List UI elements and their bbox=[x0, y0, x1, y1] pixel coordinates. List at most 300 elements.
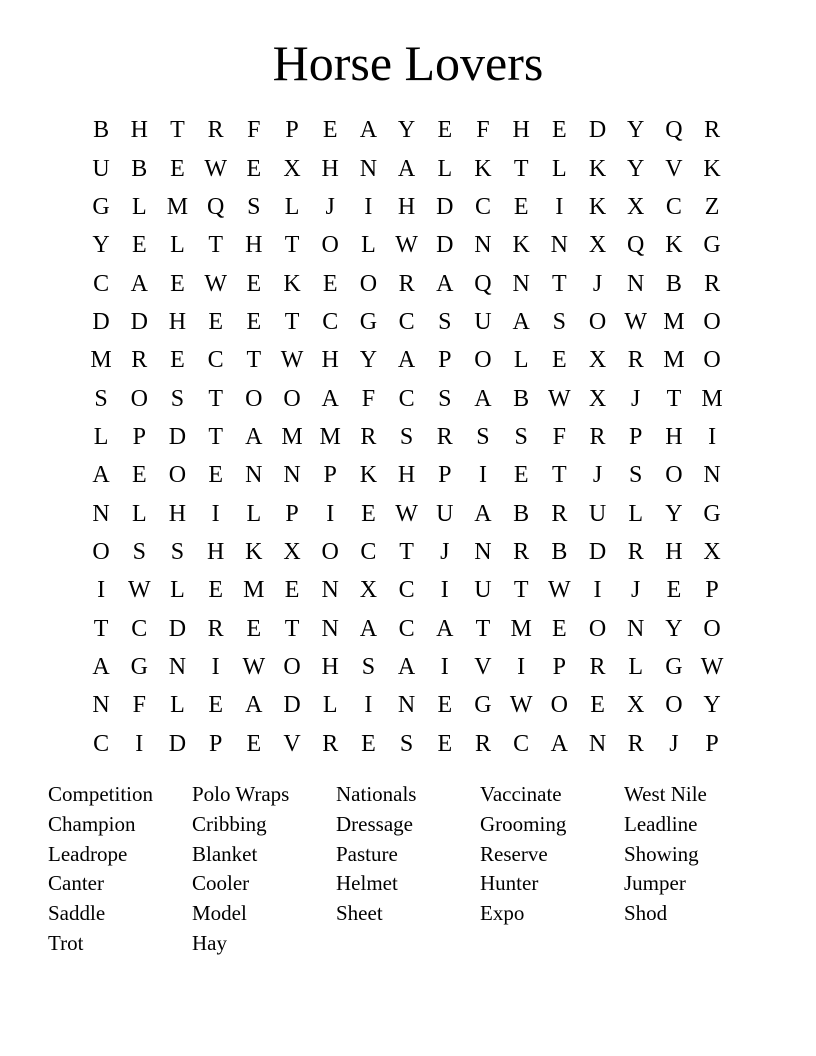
grid-letter: A bbox=[245, 423, 263, 450]
grid-letter: I bbox=[708, 423, 717, 450]
grid-row bbox=[82, 188, 732, 226]
word-list-item: Hay bbox=[192, 930, 227, 955]
grid-letter: W bbox=[280, 347, 304, 374]
grid-letter: N bbox=[627, 270, 645, 297]
grid-letter: A bbox=[436, 615, 454, 642]
grid-letter: M bbox=[243, 577, 265, 604]
grid-letter: D bbox=[168, 730, 187, 757]
grid-letter: W bbox=[242, 653, 266, 680]
grid-letter: A bbox=[321, 385, 339, 412]
grid-letter: R bbox=[704, 270, 721, 297]
grid-letter: C bbox=[474, 193, 491, 220]
grid-letter: O bbox=[321, 232, 339, 259]
grid-letter: T bbox=[93, 615, 109, 642]
grid-letter: I bbox=[593, 577, 602, 604]
grid-letter: C bbox=[398, 577, 415, 604]
grid-letter: T bbox=[246, 347, 262, 374]
grid-letter: Y bbox=[397, 117, 416, 144]
grid-letter: K bbox=[512, 232, 530, 259]
grid-letter: B bbox=[551, 538, 568, 565]
grid-letter: J bbox=[631, 577, 641, 604]
grid-letter: Q bbox=[474, 270, 492, 297]
grid-letter: K bbox=[474, 155, 492, 182]
grid-letter: O bbox=[588, 308, 607, 335]
grid-letter: R bbox=[513, 538, 530, 565]
word-list-item: Grooming bbox=[480, 811, 567, 836]
grid-letter: X bbox=[588, 385, 607, 412]
word-list-item: Sheet bbox=[336, 901, 383, 926]
grid-letter: N bbox=[474, 232, 492, 259]
grid-row bbox=[82, 264, 732, 302]
grid-letter: X bbox=[359, 577, 378, 604]
grid-letter: Y bbox=[703, 692, 721, 719]
grid-letter: A bbox=[474, 385, 492, 412]
letter-grid bbox=[82, 111, 732, 765]
grid-letter: K bbox=[245, 538, 263, 565]
grid-letter: D bbox=[283, 692, 301, 719]
grid-letter: E bbox=[208, 462, 223, 489]
grid-letter: F bbox=[247, 117, 261, 144]
grid-letter: H bbox=[206, 538, 225, 565]
grid-letter: W bbox=[700, 653, 724, 680]
grid-letter: O bbox=[359, 270, 378, 297]
grid-row bbox=[82, 571, 732, 609]
grid-letter: T bbox=[208, 423, 223, 450]
grid-letter: P bbox=[438, 462, 452, 489]
grid-letter: D bbox=[436, 232, 454, 259]
grid-letter: E bbox=[131, 462, 147, 489]
grid-letter: Y bbox=[92, 232, 110, 259]
grid-letter: D bbox=[436, 193, 454, 220]
grid-letter: M bbox=[90, 347, 112, 374]
grid-letter: Y bbox=[359, 347, 378, 374]
grid-letter: L bbox=[93, 423, 109, 450]
word-list-item: Leadrope bbox=[48, 841, 128, 866]
grid-letter: B bbox=[665, 270, 682, 297]
grid-letter: C bbox=[322, 308, 339, 335]
grid-letter: O bbox=[703, 347, 721, 374]
grid-row bbox=[82, 418, 732, 456]
grid-letter: K bbox=[283, 270, 301, 297]
grid-letter: K bbox=[359, 462, 378, 489]
grid-letter: W bbox=[127, 577, 151, 604]
grid-letter: C bbox=[398, 385, 415, 412]
grid-letter: N bbox=[627, 615, 645, 642]
grid-letter: F bbox=[552, 423, 567, 450]
grid-letter: S bbox=[438, 308, 452, 335]
grid-letter: C bbox=[398, 615, 415, 642]
grid-letter: A bbox=[397, 155, 416, 182]
grid-letter: B bbox=[513, 385, 530, 412]
grid-letter: O bbox=[588, 615, 607, 642]
word-list-item: Canter bbox=[48, 871, 104, 896]
grid-letter: N bbox=[703, 462, 721, 489]
grid-row bbox=[82, 533, 732, 571]
grid-letter: L bbox=[628, 500, 644, 527]
grid-letter: U bbox=[474, 577, 492, 604]
grid-letter: G bbox=[359, 308, 378, 335]
grid-row bbox=[82, 686, 732, 724]
grid-letter: N bbox=[512, 270, 530, 297]
grid-letter: G bbox=[474, 692, 492, 719]
grid-row bbox=[82, 456, 732, 494]
grid-letter: R bbox=[131, 347, 148, 374]
grid-letter: I bbox=[364, 692, 373, 719]
grid-letter: E bbox=[552, 615, 567, 642]
grid-letter: I bbox=[211, 500, 220, 527]
grid-letter: P bbox=[285, 500, 299, 527]
grid-letter: T bbox=[170, 117, 185, 144]
grid-letter: J bbox=[440, 538, 450, 565]
word-list-item: Jumper bbox=[624, 871, 686, 896]
grid-letter: R bbox=[207, 615, 224, 642]
grid-letter: X bbox=[627, 193, 645, 220]
grid-letter: J bbox=[592, 270, 603, 297]
word-list-item: Helmet bbox=[336, 871, 398, 896]
grid-letter: E bbox=[246, 270, 262, 297]
grid-letter: N bbox=[359, 155, 378, 182]
grid-letter: H bbox=[397, 193, 416, 220]
grid-letter: D bbox=[588, 117, 607, 144]
grid-letter: M bbox=[663, 308, 685, 335]
word-list-item: Saddle bbox=[48, 901, 106, 926]
grid-letter: W bbox=[548, 385, 571, 412]
grid-letter: H bbox=[321, 347, 339, 374]
grid-letter: I bbox=[97, 577, 106, 604]
word-list-item: Polo Wraps bbox=[192, 782, 290, 806]
grid-letter: X bbox=[283, 538, 301, 565]
grid-letter: E bbox=[590, 692, 605, 719]
grid-letter: W bbox=[204, 155, 227, 182]
grid-row bbox=[82, 226, 732, 264]
grid-letter: E bbox=[246, 730, 262, 757]
word-list-item: Pasture bbox=[336, 841, 398, 866]
grid-letter: L bbox=[284, 193, 300, 220]
grid-letter: S bbox=[361, 653, 376, 680]
grid-letter: E bbox=[437, 692, 453, 719]
grid-letter: Y bbox=[627, 117, 645, 144]
grid-letter: H bbox=[321, 653, 339, 680]
word-list-item: Expo bbox=[480, 901, 525, 926]
grid-letter: C bbox=[93, 270, 110, 297]
grid-letter: S bbox=[514, 423, 528, 450]
grid-letter: Y bbox=[665, 615, 683, 642]
grid-letter: T bbox=[399, 538, 414, 565]
grid-letter: L bbox=[170, 577, 185, 604]
grid-letter: P bbox=[208, 730, 223, 757]
grid-letter: N bbox=[321, 577, 339, 604]
grid-row bbox=[82, 609, 732, 647]
grid-letter: Q bbox=[206, 193, 225, 220]
grid-letter: P bbox=[285, 117, 299, 144]
grid-letter: L bbox=[361, 232, 376, 259]
grid-letter: B bbox=[131, 155, 148, 182]
grid-letter: H bbox=[512, 117, 530, 144]
grid-letter: I bbox=[364, 193, 373, 220]
grid-letter: M bbox=[166, 193, 189, 220]
grid-row bbox=[82, 111, 732, 149]
grid-letter: S bbox=[94, 385, 108, 412]
grid-letter: N bbox=[588, 730, 607, 757]
word-list-item: Blanket bbox=[192, 841, 258, 866]
grid-letter: E bbox=[361, 730, 376, 757]
grid-letter: W bbox=[395, 232, 418, 259]
word-list-item: Nationals bbox=[336, 782, 417, 806]
grid-letter: X bbox=[283, 155, 301, 182]
grid-letter: N bbox=[92, 500, 110, 527]
grid-letter: R bbox=[627, 538, 644, 565]
grid-letter: X bbox=[588, 232, 607, 259]
grid-letter: T bbox=[284, 308, 300, 335]
grid-letter: W bbox=[548, 577, 571, 604]
grid-letter: D bbox=[588, 538, 607, 565]
grid-letter: C bbox=[665, 193, 682, 220]
grid-letter: L bbox=[131, 193, 147, 220]
grid-letter: J bbox=[669, 730, 679, 757]
grid-row bbox=[82, 303, 732, 341]
grid-letter: A bbox=[359, 117, 378, 144]
grid-letter: H bbox=[245, 232, 263, 259]
grid-letter: D bbox=[168, 615, 187, 642]
grid-letter: T bbox=[208, 385, 223, 412]
word-list-item: Shod bbox=[624, 901, 668, 926]
grid-letter: U bbox=[474, 308, 492, 335]
grid-letter: P bbox=[552, 653, 567, 680]
grid-letter: R bbox=[474, 730, 491, 757]
grid-row bbox=[82, 149, 732, 187]
grid-letter: E bbox=[437, 117, 453, 144]
word-list-item: Showing bbox=[624, 841, 699, 866]
grid-letter: W bbox=[395, 500, 418, 527]
grid-letter: O bbox=[665, 692, 683, 719]
grid-letter: I bbox=[478, 462, 487, 489]
grid-letter: A bbox=[512, 308, 530, 335]
word-list-item: Competition bbox=[48, 782, 153, 806]
grid-letter: R bbox=[627, 730, 644, 757]
grid-letter: N bbox=[474, 538, 492, 565]
grid-letter: U bbox=[588, 500, 607, 527]
grid-letter: H bbox=[168, 308, 187, 335]
word-list-item: Hunter bbox=[480, 871, 539, 896]
grid-letter: O bbox=[665, 462, 683, 489]
grid-letter: J bbox=[631, 385, 641, 412]
grid-letter: A bbox=[359, 615, 378, 642]
grid-letter: Y bbox=[665, 500, 683, 527]
grid-letter: C bbox=[207, 347, 224, 374]
page-title: Horse Lovers bbox=[272, 35, 544, 91]
grid-letter: E bbox=[666, 577, 682, 604]
grid-letter: L bbox=[437, 155, 453, 182]
grid-letter: L bbox=[170, 692, 185, 719]
grid-letter: X bbox=[588, 347, 607, 374]
grid-letter: T bbox=[284, 615, 300, 642]
grid-letter: E bbox=[361, 500, 376, 527]
grid-letter: C bbox=[360, 538, 377, 565]
grid-letter: S bbox=[170, 385, 185, 412]
grid-letter: V bbox=[283, 730, 301, 757]
grid-letter: C bbox=[513, 730, 530, 757]
grid-letter: E bbox=[208, 577, 223, 604]
grid-letter: E bbox=[208, 308, 223, 335]
grid-letter: T bbox=[552, 462, 567, 489]
grid-letter: M bbox=[510, 615, 532, 642]
grid-letter: M bbox=[319, 423, 341, 450]
grid-letter: R bbox=[207, 117, 224, 144]
grid-letter: K bbox=[665, 232, 683, 259]
grid-letter: O bbox=[283, 385, 301, 412]
grid-letter: Y bbox=[627, 155, 645, 182]
grid-letter: H bbox=[130, 117, 148, 144]
grid-row bbox=[82, 494, 732, 532]
grid-letter: L bbox=[131, 500, 147, 527]
grid-letter: T bbox=[666, 385, 682, 412]
grid-letter: P bbox=[323, 462, 337, 489]
grid-letter: N bbox=[321, 615, 339, 642]
grid-letter: G bbox=[703, 232, 721, 259]
grid-letter: H bbox=[321, 155, 339, 182]
grid-letter: E bbox=[131, 232, 147, 259]
grid-letter: Q bbox=[665, 117, 683, 144]
grid-letter: S bbox=[438, 385, 452, 412]
grid-letter: T bbox=[513, 155, 529, 182]
grid-letter: E bbox=[246, 615, 262, 642]
grid-letter: B bbox=[93, 117, 110, 144]
grid-letter: Q bbox=[627, 232, 645, 259]
word-list-item: Champion bbox=[48, 811, 136, 836]
grid-letter: G bbox=[130, 653, 148, 680]
grid-letter: N bbox=[283, 462, 301, 489]
grid-letter: L bbox=[513, 347, 529, 374]
word-list-item: Cooler bbox=[192, 871, 250, 896]
grid-letter: I bbox=[555, 193, 564, 220]
grid-letter: O bbox=[703, 308, 721, 335]
grid-letter: T bbox=[475, 615, 491, 642]
grid-letter: E bbox=[437, 730, 453, 757]
grid-letter: D bbox=[168, 423, 187, 450]
grid-letter: O bbox=[245, 385, 263, 412]
grid-letter: E bbox=[246, 155, 262, 182]
grid-letter: R bbox=[322, 730, 339, 757]
grid-letter: E bbox=[322, 270, 338, 297]
grid-letter: O bbox=[92, 538, 110, 565]
grid-letter: A bbox=[550, 730, 569, 757]
grid-letter: T bbox=[284, 232, 300, 259]
grid-letter: A bbox=[474, 500, 492, 527]
grid-letter: E bbox=[552, 347, 567, 374]
grid-letter: R bbox=[436, 423, 453, 450]
grid-letter: N bbox=[92, 692, 110, 719]
grid-letter: K bbox=[588, 155, 607, 182]
grid-letter: A bbox=[130, 270, 148, 297]
grid-letter: A bbox=[245, 692, 263, 719]
grid-letter: L bbox=[246, 500, 262, 527]
grid-letter: D bbox=[92, 308, 110, 335]
grid-letter: E bbox=[513, 462, 529, 489]
word-list-item: Dressage bbox=[336, 811, 413, 836]
grid-letter: L bbox=[322, 692, 338, 719]
grid-letter: P bbox=[629, 423, 643, 450]
grid-letter: G bbox=[665, 653, 683, 680]
grid-letter: R bbox=[589, 653, 606, 680]
grid-letter: G bbox=[703, 500, 721, 527]
grid-letter: O bbox=[474, 347, 492, 374]
word-list-item: Leadline bbox=[624, 811, 698, 836]
word-list bbox=[48, 780, 768, 959]
grid-letter: T bbox=[552, 270, 567, 297]
grid-letter: A bbox=[92, 462, 110, 489]
grid-letter: M bbox=[663, 347, 685, 374]
grid-letter: C bbox=[93, 730, 110, 757]
grid-letter: Z bbox=[704, 193, 720, 220]
grid-letter: R bbox=[360, 423, 377, 450]
grid-letter: F bbox=[476, 117, 490, 144]
grid-row bbox=[82, 341, 732, 379]
grid-letter: I bbox=[440, 577, 449, 604]
word-list-item: Vaccinate bbox=[480, 782, 562, 806]
grid-letter: N bbox=[168, 653, 187, 680]
grid-letter: S bbox=[399, 730, 414, 757]
grid-letter: T bbox=[513, 577, 529, 604]
grid-letter: F bbox=[132, 692, 146, 719]
grid-letter: A bbox=[436, 270, 454, 297]
grid-letter: R bbox=[551, 500, 568, 527]
grid-letter: R bbox=[704, 117, 721, 144]
grid-letter: I bbox=[440, 653, 449, 680]
grid-letter: S bbox=[132, 538, 146, 565]
grid-letter: E bbox=[246, 308, 262, 335]
word-list-item: Trot bbox=[48, 930, 84, 955]
grid-letter: E bbox=[322, 117, 338, 144]
grid-row bbox=[82, 648, 732, 686]
grid-letter: K bbox=[588, 193, 607, 220]
grid-letter: K bbox=[703, 155, 721, 182]
grid-letter: S bbox=[247, 193, 261, 220]
word-list-item: West Nile bbox=[624, 782, 707, 806]
grid-letter: N bbox=[397, 692, 416, 719]
grid-letter: R bbox=[627, 347, 644, 374]
grid-letter: M bbox=[701, 385, 723, 412]
grid-letter: H bbox=[665, 423, 683, 450]
grid-letter: F bbox=[361, 385, 376, 412]
grid-letter: S bbox=[170, 538, 185, 565]
grid-letter: A bbox=[397, 347, 416, 374]
grid-letter: E bbox=[284, 577, 300, 604]
grid-letter: O bbox=[321, 538, 339, 565]
grid-letter: U bbox=[92, 155, 110, 182]
grid-letter: E bbox=[513, 193, 529, 220]
grid-row bbox=[82, 725, 732, 763]
grid-letter: E bbox=[208, 692, 223, 719]
grid-letter: H bbox=[168, 500, 187, 527]
grid-letter: V bbox=[665, 155, 683, 182]
grid-letter: H bbox=[397, 462, 416, 489]
grid-letter: O bbox=[550, 692, 569, 719]
grid-letter: S bbox=[399, 423, 414, 450]
grid-letter: R bbox=[398, 270, 415, 297]
grid-letter: P bbox=[438, 347, 452, 374]
grid-letter: N bbox=[245, 462, 263, 489]
grid-letter: V bbox=[474, 653, 492, 680]
grid-letter: P bbox=[705, 730, 719, 757]
grid-letter: J bbox=[592, 462, 603, 489]
grid-letter: I bbox=[135, 730, 144, 757]
grid-row bbox=[82, 379, 732, 417]
grid-letter: R bbox=[589, 423, 606, 450]
grid-letter: N bbox=[550, 232, 569, 259]
grid-letter: W bbox=[204, 270, 227, 297]
grid-letter: S bbox=[629, 462, 643, 489]
grid-letter: H bbox=[665, 538, 683, 565]
